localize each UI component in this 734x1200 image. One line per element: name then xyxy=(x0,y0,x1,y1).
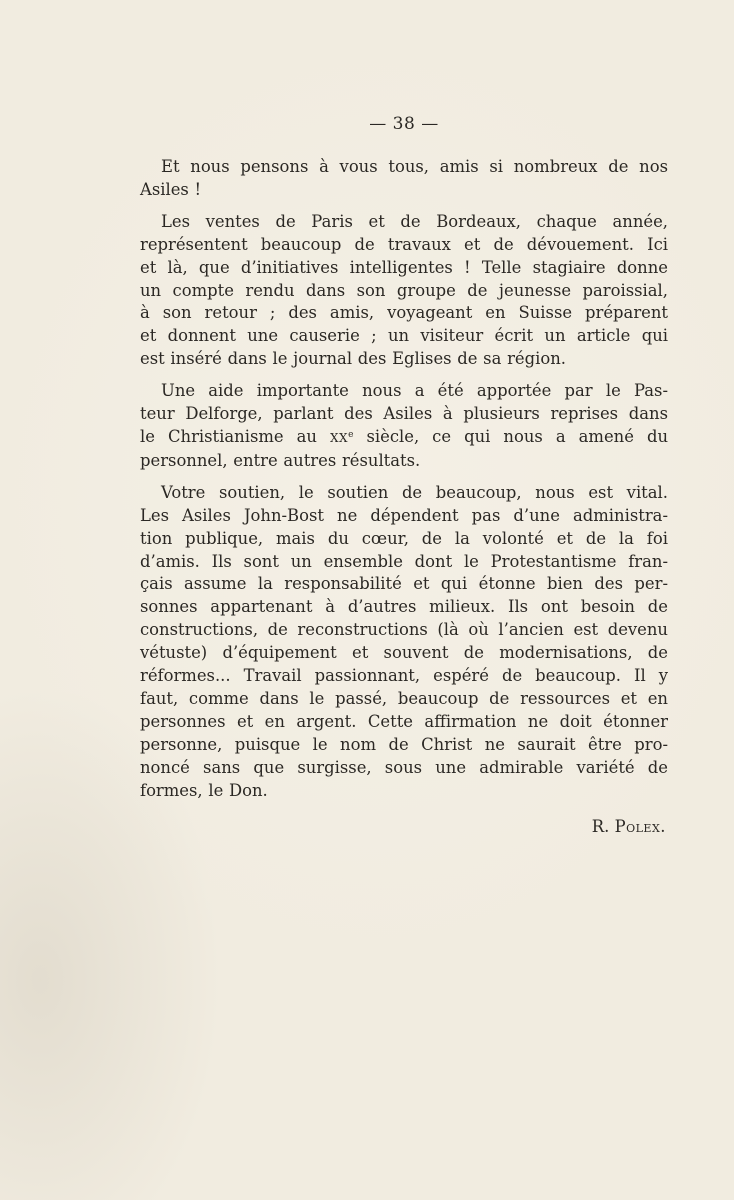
paragraph-1 xyxy=(140,156,668,202)
text-line: vétuste) d’équipement et souvent de modernisations, de xyxy=(140,643,668,663)
text-line: Asiles ! xyxy=(140,179,202,199)
author-surname: Polex. xyxy=(614,817,666,837)
text-fragment: siècle, ce qui nous a amené du xyxy=(353,426,668,446)
text-line: çais assume la responsabilité et qui étonne bien des per- xyxy=(140,574,668,594)
text-line: personne, puisque le nom de Christ ne saurait être pro- xyxy=(140,734,668,754)
text-line: Une aide importante nous a été apportée par le Pas- xyxy=(161,381,668,401)
text-line: personnel, entre autres résultats. xyxy=(140,450,421,470)
text-line: d’amis. Ils sont un ensemble dont le Protestantisme fran- xyxy=(140,551,668,571)
century-numeral: XX xyxy=(330,430,349,445)
text-line: constructions, de reconstructions (là où l’ancien est devenu xyxy=(140,620,668,640)
text-line: noncé sans que surgisse, sous une admirable variété de xyxy=(140,757,668,777)
text-line: sonnes appartenant à d’autres milieux. Ils ont besoin de xyxy=(140,597,668,617)
author-signature xyxy=(140,816,666,838)
text-line: personnes et en argent. Cette affirmation ne doit étonner xyxy=(140,711,668,731)
text-fragment: le Christianisme au xyxy=(140,426,331,446)
text-line: formes, le Don. xyxy=(140,780,268,800)
century-superscript: e xyxy=(348,429,354,440)
text-line xyxy=(140,426,668,450)
text-line: est inséré dans le journal des Eglises de sa région. xyxy=(140,349,566,369)
text-line: tion publique, mais du cœur, de la volonté et de la foi xyxy=(140,528,668,548)
paragraph-2 xyxy=(140,211,668,371)
text-line: Les Asiles John-Bost ne dépendent pas d’une administra- xyxy=(140,505,668,525)
page-number: — 38 — xyxy=(369,114,439,134)
text-line: et donnent une causerie ; un visiteur écrit un article qui xyxy=(140,326,668,346)
text-line: réformes... Travail passionnant, espéré de beaucoup. Il y xyxy=(140,666,668,686)
text-line: à son retour ; des amis, voyageant en Suisse préparent xyxy=(140,303,668,323)
paragraph-4 xyxy=(140,482,668,803)
text-line: et là, que d’initiatives intelligentes ! Telle stagiaire donne xyxy=(140,257,668,277)
document-page xyxy=(140,112,668,838)
text-line: Votre soutien, le soutien de beaucoup, nous est vital. xyxy=(161,482,668,502)
text-line: représentent beaucoup de travaux et de dévouement. Ici xyxy=(140,234,668,254)
text-line: faut, comme dans le passé, beaucoup de ressources et en xyxy=(140,688,668,708)
text-line: un compte rendu dans son groupe de jeunesse paroissial, xyxy=(140,280,668,300)
author-initial: R. xyxy=(591,817,615,837)
paragraph-3 xyxy=(140,380,668,473)
text-line: Les ventes de Paris et de Bordeaux, chaque année, xyxy=(161,211,668,231)
text-line: teur Delforge, parlant des Asiles à plusieurs reprises dans xyxy=(140,404,668,424)
text-line: Et nous pensons à vous tous, amis si nombreux de nos xyxy=(161,157,668,176)
